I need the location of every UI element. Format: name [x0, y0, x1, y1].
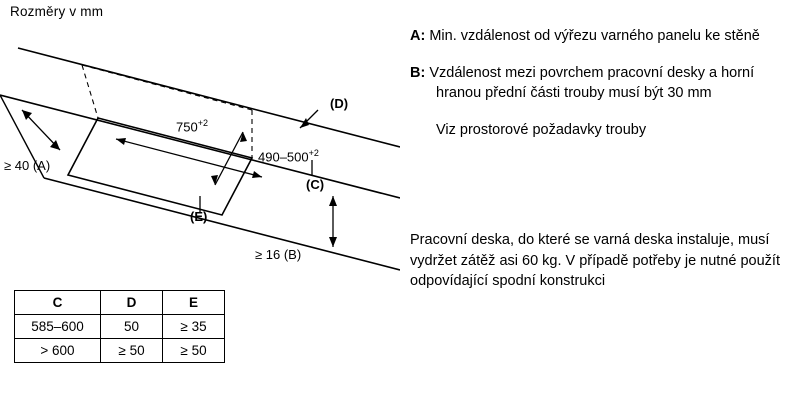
label-marker-e: (E): [190, 209, 208, 224]
arrow-width-right: [252, 171, 262, 178]
table-header-e: E: [163, 291, 225, 315]
label-marker-c: (C): [306, 177, 325, 192]
arrow-b-top: [329, 196, 337, 206]
diagram-title: Rozměry v mm: [10, 4, 104, 19]
note-a-text: Min. vzdálenost od výřezu varného panelu ke stěně: [429, 28, 760, 44]
table-cell-d-1: 50: [101, 315, 163, 339]
note-a: [410, 26, 790, 47]
table-row: [15, 339, 225, 363]
table-cell-c-1: 585–600: [15, 315, 101, 339]
label-cutout-width: $750^{+2}$: [176, 118, 208, 135]
table-row: [15, 315, 225, 339]
table-cell-d-2: ≥ 50: [101, 339, 163, 363]
note-b-text: Vzdálenost mezi povrchem pracovní desky a horní hranou přední části trouby musí být 30 mm: [429, 64, 755, 102]
table-header-row: [15, 291, 225, 315]
note-worktop-load: Pracovní deska, do které se varná deska instaluje, musí vydržet zátěž asi 60 kg. V případě potřeby je nutné použít odpovídající spodní konstrukci: [410, 232, 780, 290]
note-b: [410, 63, 790, 104]
label-cutout-depth: $490-500^{+2}$: [258, 148, 319, 165]
note-oven-space: Viz prostorové požadavky trouby: [436, 121, 647, 138]
table-cell-e-1: ≥ 35: [163, 315, 225, 339]
table-cell-e-2: ≥ 50: [163, 339, 225, 363]
table-header-d: D: [101, 291, 163, 315]
label-marker-d: (D): [330, 96, 349, 111]
table-header-c: C: [15, 291, 101, 315]
label-dim-b: ≥ 16 (B): [255, 247, 302, 262]
label-dim-a: ≥ 40 (A): [4, 158, 51, 173]
worktop-front-edge: [44, 178, 400, 270]
notes-column: [410, 26, 790, 156]
table-cell-c-2: > 600: [15, 339, 101, 363]
dim-line-depth: [215, 132, 243, 185]
note-a-key: A:: [410, 28, 426, 44]
dim-line-width: [116, 139, 262, 177]
arrow-b-bottom: [329, 237, 337, 247]
arrow-width-left: [116, 138, 126, 145]
projection-line-left: [82, 65, 98, 118]
dimension-table: [14, 290, 225, 363]
note-b-key: B:: [410, 64, 426, 81]
diagram-svg: [0, 0, 400, 290]
